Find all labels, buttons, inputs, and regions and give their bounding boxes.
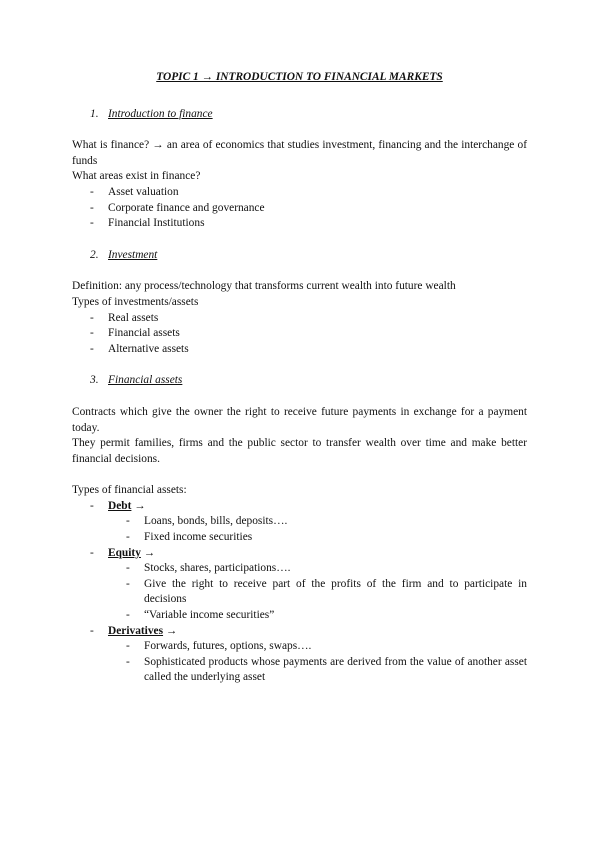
asset-type-term: Derivatives: [108, 624, 164, 637]
sub-list-item-text: Stocks, shares, participations….: [144, 562, 291, 575]
list-item-text: Asset valuation: [108, 185, 179, 198]
sub-list-item: [108, 608, 527, 624]
paragraph: What areas exist in finance?: [72, 170, 201, 183]
asset-type-derivatives: [72, 624, 527, 686]
section-number: 3.: [90, 374, 99, 387]
section-heading-investment: [72, 248, 527, 264]
section-heading-text: Introduction to finance: [108, 107, 213, 120]
list-dash: -: [126, 655, 130, 668]
list-dash: -: [90, 311, 94, 324]
list-dash: -: [90, 624, 94, 637]
list-item: [72, 201, 527, 217]
list-dash: -: [126, 577, 130, 590]
arrow: →: [143, 546, 156, 559]
section-number: 1.: [90, 107, 99, 120]
list-dash: -: [90, 327, 94, 340]
section-heading-text: Financial assets: [108, 374, 183, 387]
sub-list: [108, 561, 527, 623]
sub-list-item: [108, 561, 527, 577]
list-dash: -: [90, 342, 94, 355]
asset-type-term: Debt: [108, 499, 132, 512]
list-item-text: Financial assets: [108, 327, 180, 340]
sub-list-item: [108, 530, 527, 546]
asset-type-term: Equity: [108, 546, 141, 559]
list-dash: -: [90, 185, 94, 198]
list-dash: -: [90, 201, 94, 214]
asset-type-debt: [72, 499, 527, 546]
list-item: [72, 342, 527, 358]
paragraph: They permit families, firms and the public sector to transfer wealth over time and make better financial decisions.: [72, 437, 527, 465]
list-item: [72, 185, 527, 201]
list-item-text: Alternative assets: [108, 342, 189, 355]
section-heading-financial-assets: [72, 373, 527, 389]
types-label: Types of financial assets:: [72, 484, 187, 497]
asset-types-list: [72, 499, 527, 686]
section-heading-text: Investment: [108, 248, 158, 261]
list-item: [72, 326, 527, 342]
sub-list-item: [108, 514, 527, 530]
list-dash: -: [126, 609, 130, 622]
list-item-text: Financial Institutions: [108, 217, 205, 230]
list-dash: -: [90, 546, 94, 559]
list-dash: -: [126, 640, 130, 653]
paragraph: Definition: any process/technology that transforms current wealth into future wealth: [72, 280, 456, 293]
list-dash: -: [126, 515, 130, 528]
list-item-text: Corporate finance and governance: [108, 201, 265, 214]
paragraph: Contracts which give the owner the right to receive future payments in exchange for a payment today.: [72, 405, 527, 434]
sub-list: [108, 514, 527, 545]
bullet-list: [72, 311, 527, 358]
paragraph: What is finance? → an area of economics that studies investment, financing and the interchange of funds: [72, 139, 527, 167]
arrow: →: [165, 624, 178, 637]
section-number: 2.: [90, 248, 99, 261]
sub-list-item-text: Loans, bonds, bills, deposits….: [144, 515, 288, 528]
bullet-list: [72, 185, 527, 232]
list-dash: -: [90, 217, 94, 230]
sub-list-item: [108, 577, 527, 608]
document-title: TOPIC 1 → INTRODUCTION TO FINANCIAL MARKETS: [156, 71, 443, 83]
sub-list-item-text: “Variable income securities”: [144, 609, 275, 622]
list-dash: -: [126, 562, 130, 575]
sub-list-item-text: Give the right to receive part of the profits of the firm and to participate in decisions: [144, 577, 527, 606]
list-item-text: Real assets: [108, 311, 159, 324]
section-heading-introduction: [72, 107, 527, 123]
sub-list-item-text: Sophisticated products whose payments are derived from the value of another asset called the underlying asset: [144, 655, 527, 684]
sub-list-item-text: Forwards, futures, options, swaps….: [144, 640, 312, 653]
sub-list: [108, 639, 527, 686]
document-page: [72, 70, 527, 686]
sub-list-item-text: Fixed income securities: [144, 531, 253, 544]
paragraph: Types of investments/assets: [72, 295, 199, 308]
asset-type-equity: [72, 546, 527, 624]
spacer: [72, 467, 527, 483]
spacer: [72, 357, 527, 373]
list-dash: -: [126, 531, 130, 544]
sub-list-item: [108, 655, 527, 686]
spacer: [72, 232, 527, 248]
sub-list-item: [108, 639, 527, 655]
arrow: →: [134, 499, 146, 512]
list-dash: -: [90, 499, 94, 512]
list-item: [72, 311, 527, 327]
list-item: [72, 216, 527, 232]
